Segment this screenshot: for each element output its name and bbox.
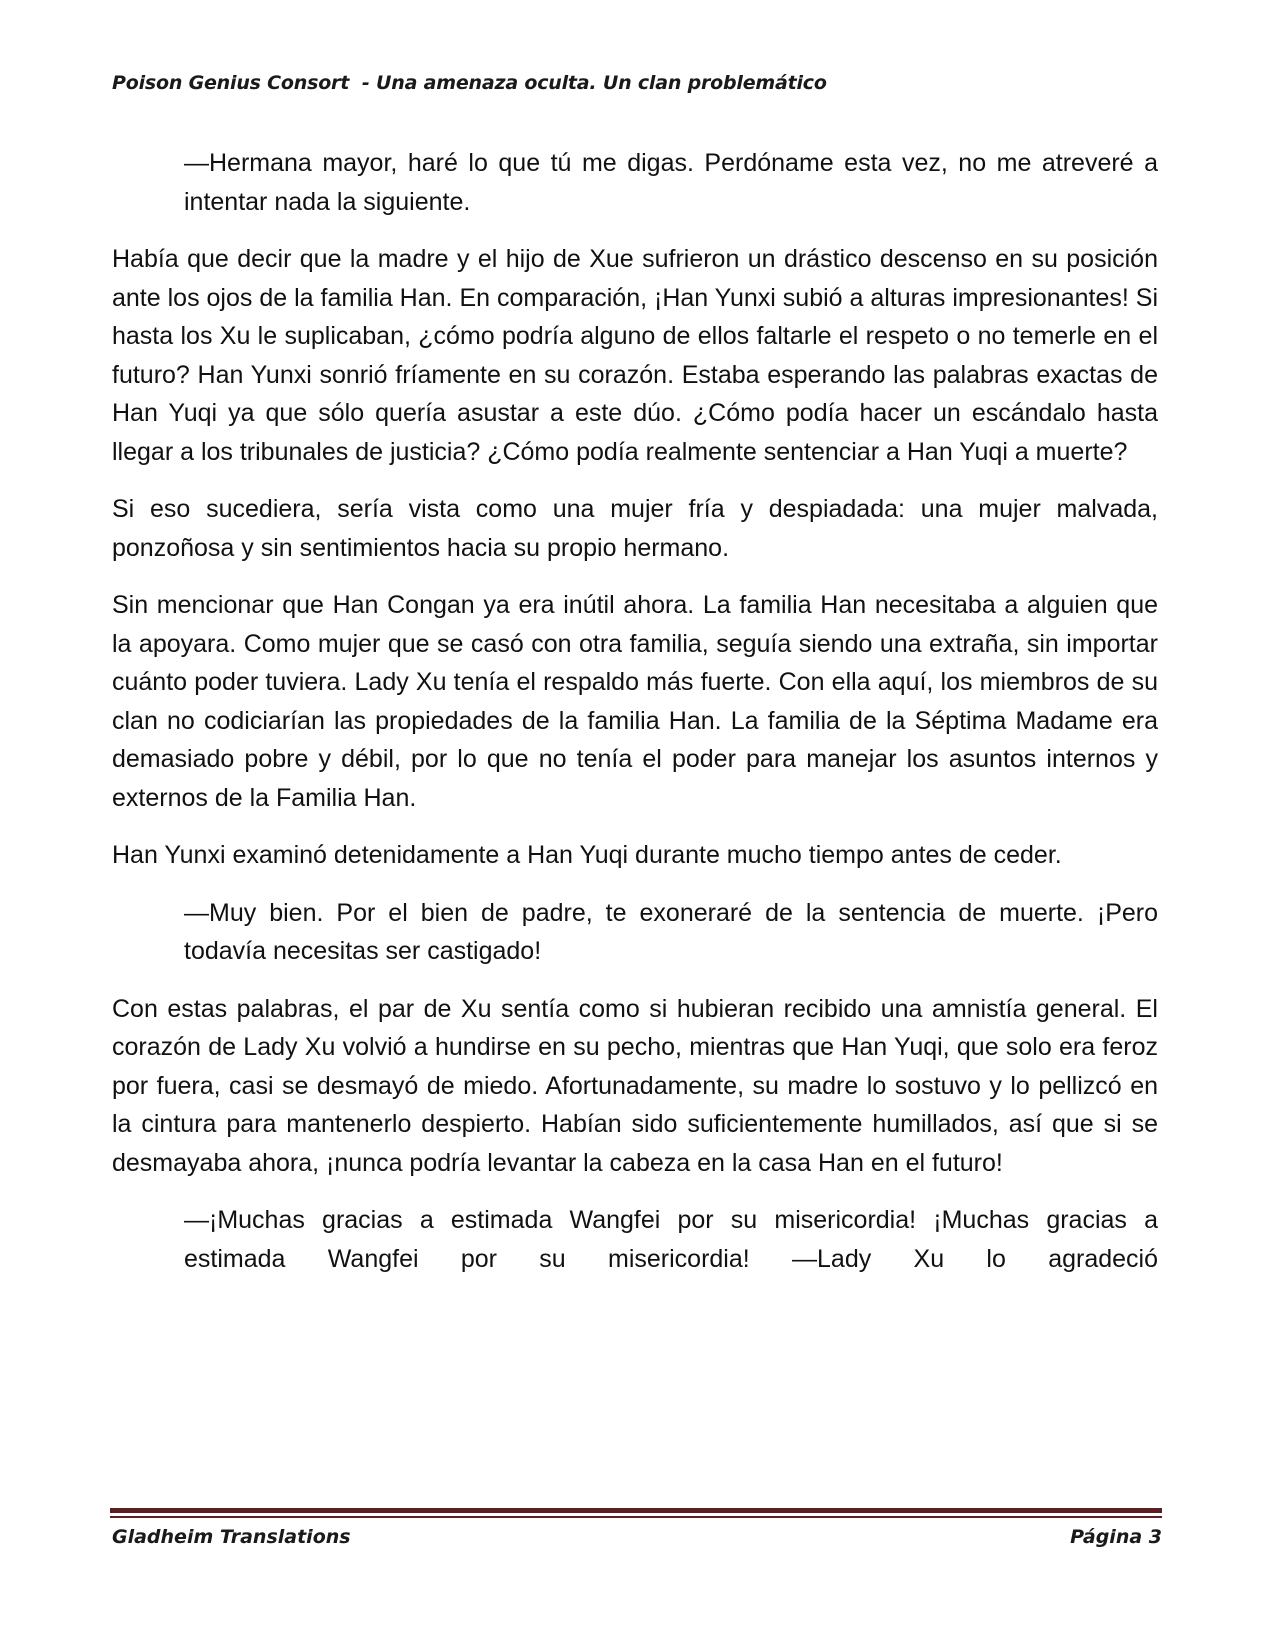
- footer-divider-thin: [110, 1516, 1162, 1518]
- page-body: [112, 144, 1158, 1278]
- dialog-paragraph: —¡Muchas gracias a estimada Wangfei por su misericordia! ¡Muchas gracias a estimada Wangfei por su misericordia! —Lady Xu lo agradeció: [184, 1206, 1158, 1273]
- footer-translator: Gladheim Translations: [112, 1526, 351, 1548]
- dialog-paragraph: —Hermana mayor, haré lo que tú me digas. Perdóname esta vez, no me atreveré a intentar nada la siguiente.: [184, 149, 1158, 216]
- narration-paragraph: Con estas palabras, el par de Xu sentía como si hubieran recibido una amnistía general. El corazón de Lady Xu volvió a hundirse en su pecho, mientras que Han Yuqi, que solo era feroz por fuera, casi se desmayó de miedo. Afortunadamente, su madre lo sostuvo y lo pellizcó en la cintura para mantenerlo despierto. Habían sido suficientemente humillados, así que si se desmayaba ahora, ¡nunca podría levantar la cabeza en la casa Han en el futuro!: [112, 994, 1158, 1177]
- page-header-title: Poison Genius Consort - Una amenaza oculta. Un clan problemático: [112, 72, 827, 94]
- footer-divider: [110, 1508, 1162, 1513]
- narration-paragraph: Han Yunxi examinó detenidamente a Han Yuqi durante mucho tiempo antes de ceder.: [112, 841, 1062, 869]
- narration-paragraph: Sin mencionar que Han Congan ya era inútil ahora. La familia Han necesitaba a alguien que la apoyara. Como mujer que se casó con otra familia, seguía siendo una extraña, sin importar cuánto poder tuviera. Lady Xu tenía el respaldo más fuerte. Con ella aquí, los miembros de su clan no codiciarían las propiedades de la familia Han. La familia de la Séptima Madame era demasiado pobre y débil, por lo que no tenía el poder para manejar los asuntos internos y externos de la Familia Han.: [112, 591, 1158, 812]
- page-number: Página 3: [1070, 1526, 1162, 1548]
- narration-paragraph: Si eso sucediera, sería vista como una mujer fría y despiadada: una mujer malvada, ponzoñosa y sin sentimientos hacia su propio hermano.: [112, 495, 1158, 562]
- narration-paragraph: Había que decir que la madre y el hijo de Xue sufrieron un drástico descenso en su posición ante los ojos de la familia Han. En comparación, ¡Han Yunxi subió a alturas impresionantes! Si hasta los Xu le suplicaban, ¿cómo podría alguno de ellos faltarle el respeto o no temerle en el futuro? Han Yunxi sonrió fríamente en su corazón. Estaba esperando las palabras exactas de Han Yuqi ya que sólo quería asustar a este dúo. ¿Cómo podía hacer un escándalo hasta llegar a los tribunales de justicia? ¿Cómo podía realmente sentenciar a Han Yuqi a muerte?: [112, 245, 1158, 466]
- dialog-paragraph: —Muy bien. Por el bien de padre, te exoneraré de la sentencia de muerte. ¡Pero todavía necesitas ser castigado!: [184, 898, 1158, 965]
